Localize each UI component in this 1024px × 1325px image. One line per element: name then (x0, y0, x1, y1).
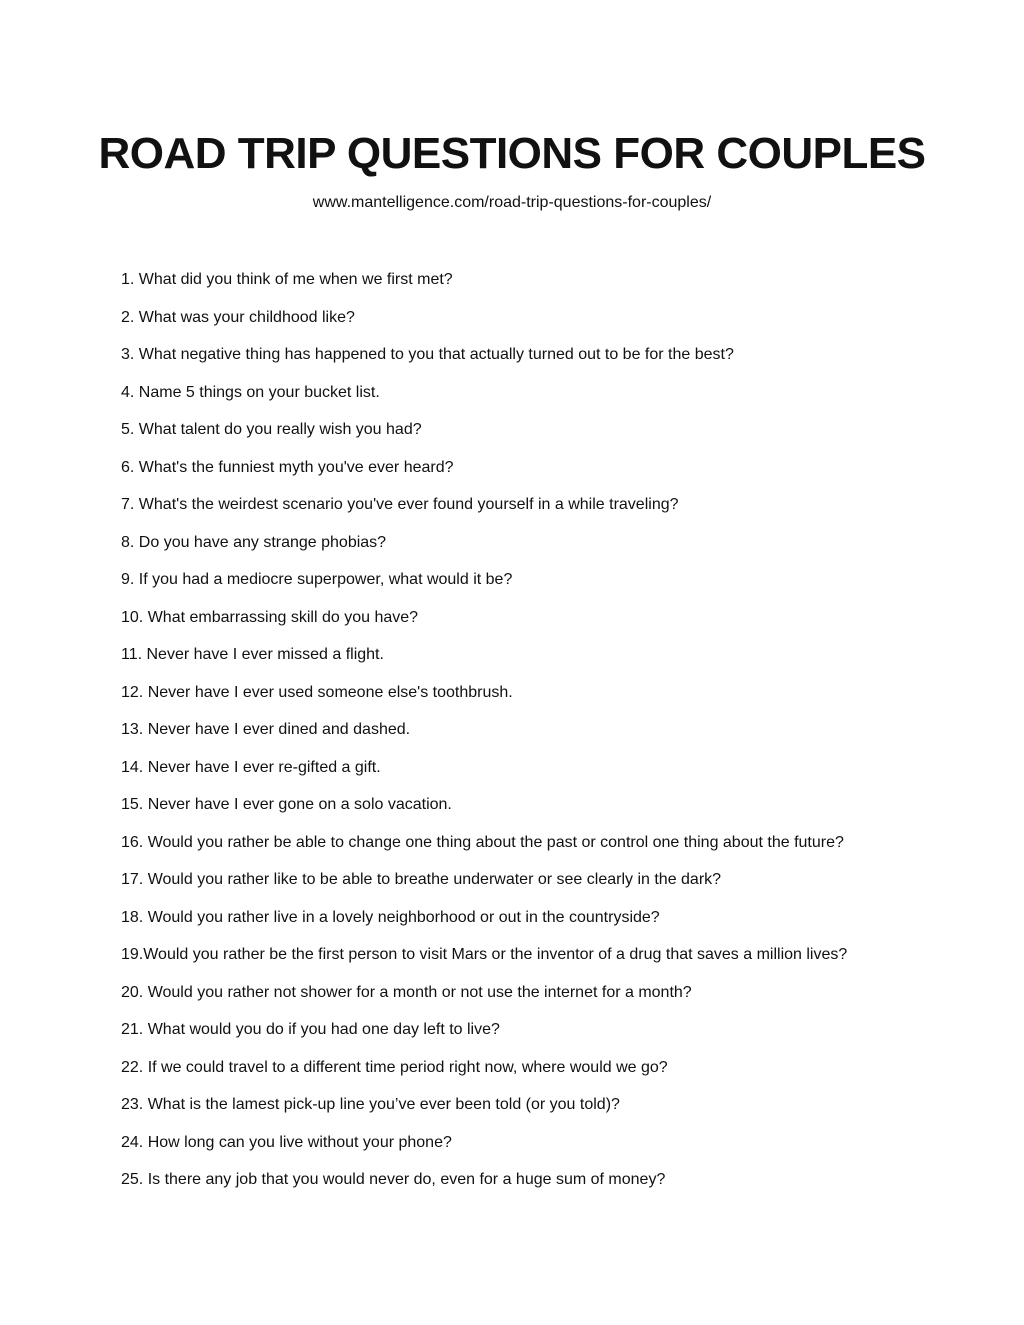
question-item-15: 15. Never have I ever gone on a solo vacation. (121, 796, 452, 813)
question-item-8: 8. Do you have any strange phobias? (121, 533, 387, 551)
question-item-10: 10. What embarrassing skill do you have? (121, 608, 419, 626)
question-item-18: 18. Would you rather live in a lovely neighborhood or out in the countryside? (121, 908, 660, 926)
question-item-1: 1. What did you think of me when we first met? (121, 271, 453, 288)
question-item-21: 21. What would you do if you had one day left to live? (121, 1021, 500, 1038)
question-item-5: 5. What talent do you really wish you had? (121, 421, 422, 438)
question-item-17: 17. Would you rather like to be able to breathe underwater or see clearly in the dark? (121, 871, 722, 888)
question-item-23: 23. What is the lamest pick-up line you’ve ever been told (or you told)? (121, 1096, 620, 1113)
question-item-9: 9. If you had a mediocre superpower, what would it be? (121, 571, 513, 588)
source-url: www.mantelligence.com/road-trip-questions-for-couples/ (312, 194, 712, 211)
question-item-4: 4. Name 5 things on your bucket list. (121, 383, 380, 401)
question-item-11: 11. Never have I ever missed a flight. (121, 646, 384, 663)
question-item-13: 13. Never have I ever dined and dashed. (121, 721, 411, 738)
question-item-20: 20. Would you rather not shower for a month or not use the internet for a month? (121, 983, 692, 1001)
question-item-7: 7. What's the weirdest scenario you've ever found yourself in a while traveling? (121, 496, 679, 513)
question-item-16: 16. Would you rather be able to change one thing about the past or control one thing about the future? (121, 833, 844, 851)
question-item-25: 25. Is there any job that you would never do, even for a huge sum of money? (121, 1171, 666, 1188)
question-item-14: 14. Never have I ever re-gifted a gift. (121, 758, 381, 776)
questions-list (121, 269, 981, 1207)
page-title: ROAD TRIP QUESTIONS FOR COUPLES (98, 129, 926, 178)
question-item-6: 6. What's the funniest myth you've ever heard? (121, 458, 454, 476)
question-item-3: 3. What negative thing has happened to you that actually turned out to be for the best? (121, 346, 734, 363)
question-item-24: 24. How long can you live without your phone? (121, 1133, 452, 1151)
question-item-22: 22. If we could travel to a different time period right now, where would we go? (121, 1058, 668, 1076)
question-item-19: 19.Would you rather be the first person to visit Mars or the inventor of a drug that saves a million lives? (121, 946, 848, 963)
question-item-2: 2. What was your childhood like? (121, 308, 355, 326)
question-item-12: 12. Never have I ever used someone else's toothbrush. (121, 683, 513, 701)
